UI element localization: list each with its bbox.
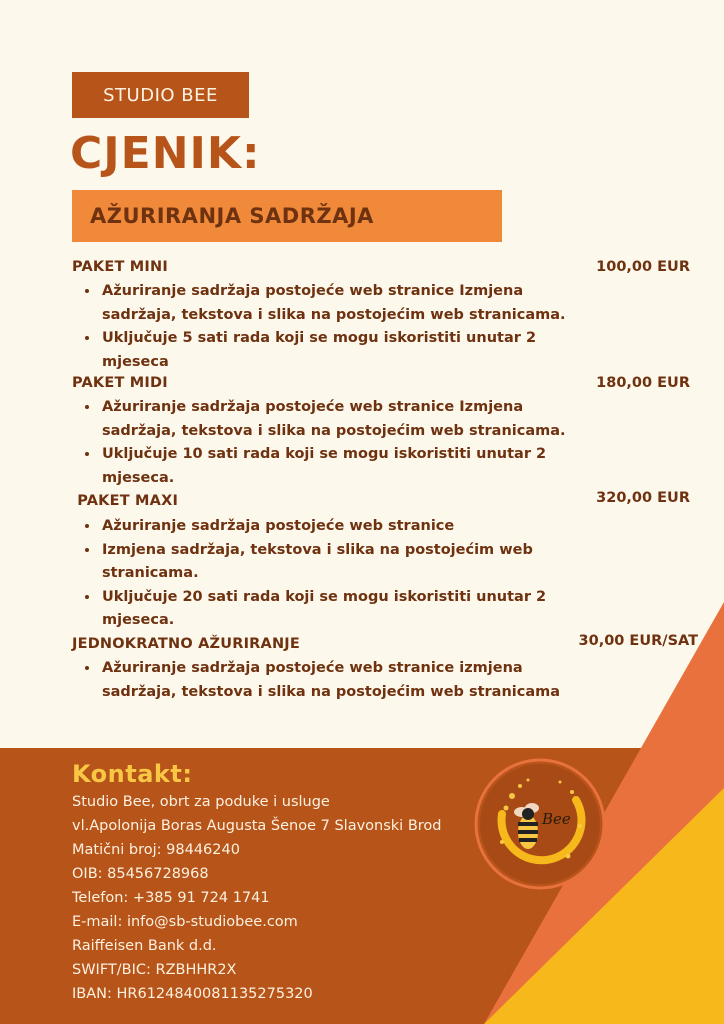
contact-details: [72, 790, 492, 1006]
contact-title: Kontakt:: [72, 760, 193, 788]
package-mini-title: PAKET MINI: [72, 259, 168, 275]
list-item: • Izmjena sadržaja, tekstova i slika na postojećim web stranicama.: [100, 539, 600, 586]
contact-line: E-mail: info@sb-studiobee.com: [72, 914, 298, 930]
list-item: • Ažuriranje sadržaja postojeće web stranice Izmjena sadržaja, tekstova i slika na postojećim web stranicama.: [100, 280, 600, 327]
list-item: • Ažuriranje sadržaja postojeće web stranice Izmjena sadržaja, tekstova i slika na postojećim web stranicama.: [100, 396, 600, 443]
contact-line: vl.Apolonija Boras Augusta Šenoe 7 Slavonski Brod: [72, 818, 442, 834]
package-midi-title: PAKET MIDI: [72, 375, 168, 391]
contact-line: Matični broj: 98446240: [72, 842, 240, 858]
package-midi-bullets: [80, 396, 600, 490]
contact-line: IBAN: HR6124840081135275320: [72, 986, 313, 1002]
package-single-title: JEDNOKRATNO AŽURIRANJE: [72, 636, 300, 652]
studio-bee-logo: [472, 756, 608, 892]
package-maxi-title: PAKET MAXI: [72, 493, 179, 509]
contact-line: Raiffeisen Bank d.d.: [72, 938, 217, 954]
contact-line: OIB: 85456728968: [72, 866, 209, 882]
package-maxi-price: 320,00 EUR: [596, 490, 690, 506]
package-midi-price: 180,00 EUR: [596, 375, 690, 391]
list-item: • Uključuje 5 sati rada koji se mogu iskoristiti unutar 2 mjeseca: [100, 327, 600, 374]
package-mini-price: 100,00 EUR: [596, 259, 690, 275]
package-maxi-bullets: [80, 515, 600, 633]
logo-script-text: Bee: [542, 810, 571, 828]
studio-tag: STUDIO BEE: [72, 72, 249, 118]
package-single-price: 30,00 EUR/SAT: [578, 633, 698, 649]
package-mini-bullets: [80, 280, 600, 374]
package-single-bullets: [80, 657, 600, 704]
contact-line: SWIFT/BIC: RZBHHR2X: [72, 962, 237, 978]
section-banner: AŽURIRANJA SADRŽAJA: [72, 190, 502, 242]
list-item: • Uključuje 20 sati rada koji se mogu iskoristiti unutar 2 mjeseca.: [100, 586, 600, 633]
list-item: • Uključuje 10 sati rada koji se mogu iskoristiti unutar 2 mjeseca.: [100, 443, 600, 490]
list-item: • Ažuriranje sadržaja postojeće web stranice: [100, 515, 600, 539]
list-item: • Ažuriranje sadržaja postojeće web stranice izmjena sadržaja, tekstova i slika na postojećim web stranicama: [100, 657, 600, 704]
contact-line: Telefon: +385 91 724 1741: [72, 890, 270, 906]
page-title: CJENIK:: [70, 128, 261, 179]
contact-line: Studio Bee, obrt za poduke i usluge: [72, 794, 330, 810]
